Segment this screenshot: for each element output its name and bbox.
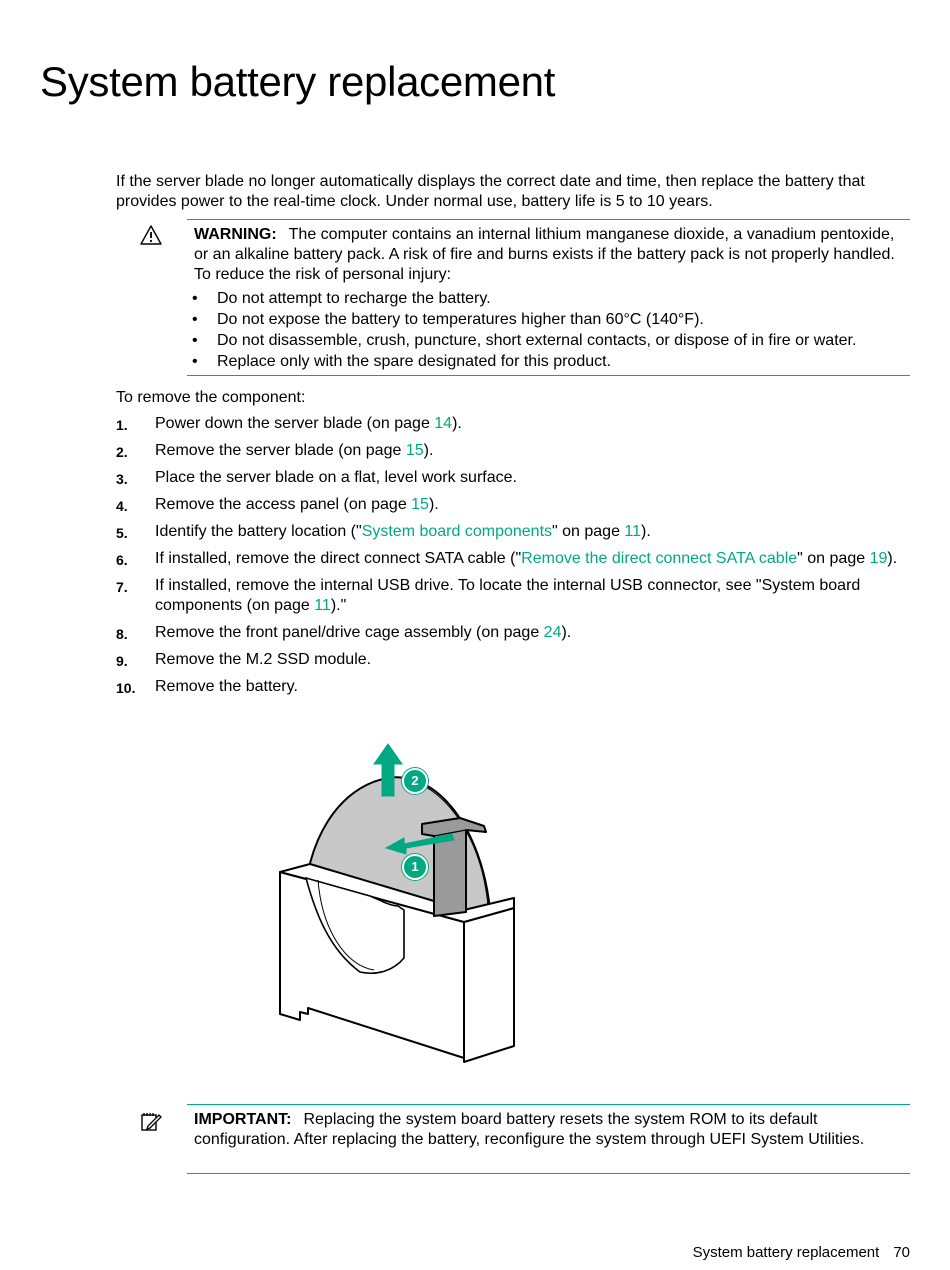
step-number: 3. [116,471,128,487]
battery-removal-figure [270,740,530,1080]
page-link[interactable]: 19 [869,550,888,567]
procedure-step [116,495,916,515]
page-link[interactable]: 15 [405,442,424,459]
warning-callout [187,219,910,376]
procedure-step [116,650,916,670]
step-number: 6. [116,552,128,568]
important-icon [139,1110,163,1139]
footer-section-title: System battery replacement [692,1244,880,1261]
warning-bullet: • Do not disassemble, crush, puncture, short external contacts, or dispose of in fire or water. [187,330,856,351]
procedure-step [116,677,916,697]
section-link[interactable]: System board components [361,523,553,540]
procedure-step [116,441,916,461]
important-text [194,1110,906,1150]
page-link[interactable]: 11 [624,523,642,540]
warning-label: WARNING: [194,226,277,243]
step-text: Remove the front panel/drive cage assembly (on page [155,624,544,641]
step-text: Remove the server blade (on page [155,442,406,459]
callout-badge-2 [402,768,428,794]
procedure-step [116,576,916,616]
page-link[interactable]: 14 [434,415,453,432]
callout-2-label: 2 [411,773,419,788]
section-link[interactable]: Remove the direct connect SATA cable [521,550,798,567]
warning-bullet: • Replace only with the spare designated for this product. [187,351,856,372]
page-footer [693,1244,910,1261]
step-text: If installed, remove the internal USB drive. To locate the internal USB connector, see "System board components (on page [155,577,861,614]
procedure-intro: To remove the component: [116,389,306,406]
step-text: " on page [797,550,870,567]
step-number: 9. [116,653,128,669]
important-callout [187,1104,910,1174]
step-number: 10. [116,680,136,696]
page-title: System battery replacement [40,58,556,105]
callout-badge-1 [402,854,428,880]
step-text: Remove the M.2 SSD module. [155,651,372,668]
step-text: )." [330,597,347,614]
page-link[interactable]: 24 [543,624,562,641]
warning-bullet: • Do not attempt to recharge the battery. [187,288,856,309]
step-text: Remove the access panel (on page [155,496,412,513]
page-number: 70 [893,1244,910,1261]
step-number: 4. [116,498,128,514]
intro-paragraph: If the server blade no longer automatically displays the correct date and time, then replace the battery that provides power to the real-time clock. Under normal use, battery life is 5 to 10 years. [116,173,865,210]
step-number: 7. [116,579,128,595]
step-text: ). [428,496,439,513]
step-number: 2. [116,444,128,460]
callout-1-label: 1 [411,859,419,874]
warning-bullet-list [187,288,856,372]
step-text: " on page [552,523,625,540]
step-number: 1. [116,417,128,433]
important-body: Replacing the system board battery resets the system ROM to its default configuration. After replacing the battery, reconfigure the system through UEFI System Utilities. [194,1111,865,1148]
step-text: If installed, remove the direct connect SATA cable (" [155,550,522,567]
step-number: 8. [116,626,128,642]
procedure-steps [116,414,916,704]
step-text: ). [561,624,572,641]
important-label: IMPORTANT: [194,1111,292,1128]
step-text: ). [452,415,462,432]
step-text: Power down the server blade (on page [155,415,435,432]
warning-icon [139,224,163,251]
warning-text [194,225,906,285]
step-number: 5. [116,525,128,541]
procedure-step [116,522,916,542]
step-text: Place the server blade on a flat, level work surface. [155,469,517,486]
page-link[interactable]: 15 [411,496,429,513]
procedure-step [116,623,916,643]
step-text: Remove the battery. [155,678,298,695]
warning-bullet: • Do not expose the battery to temperatures higher than 60°C (140°F). [187,309,856,330]
battery-illustration [270,740,530,1075]
page-link[interactable]: 11 [314,597,331,614]
procedure-step [116,468,916,488]
procedure-step [116,414,916,434]
step-text: ). [887,550,898,567]
step-text: ). [423,442,434,459]
procedure-step [116,549,916,569]
step-text: ). [641,523,651,540]
warning-body: The computer contains an internal lithium manganese dioxide, a vanadium pentoxide, or an alkaline battery pack. A risk of fire and burns exists if the battery pack is not properly handled. To reduce the risk of personal injury: [194,226,895,283]
step-text: Identify the battery location (" [155,523,362,540]
